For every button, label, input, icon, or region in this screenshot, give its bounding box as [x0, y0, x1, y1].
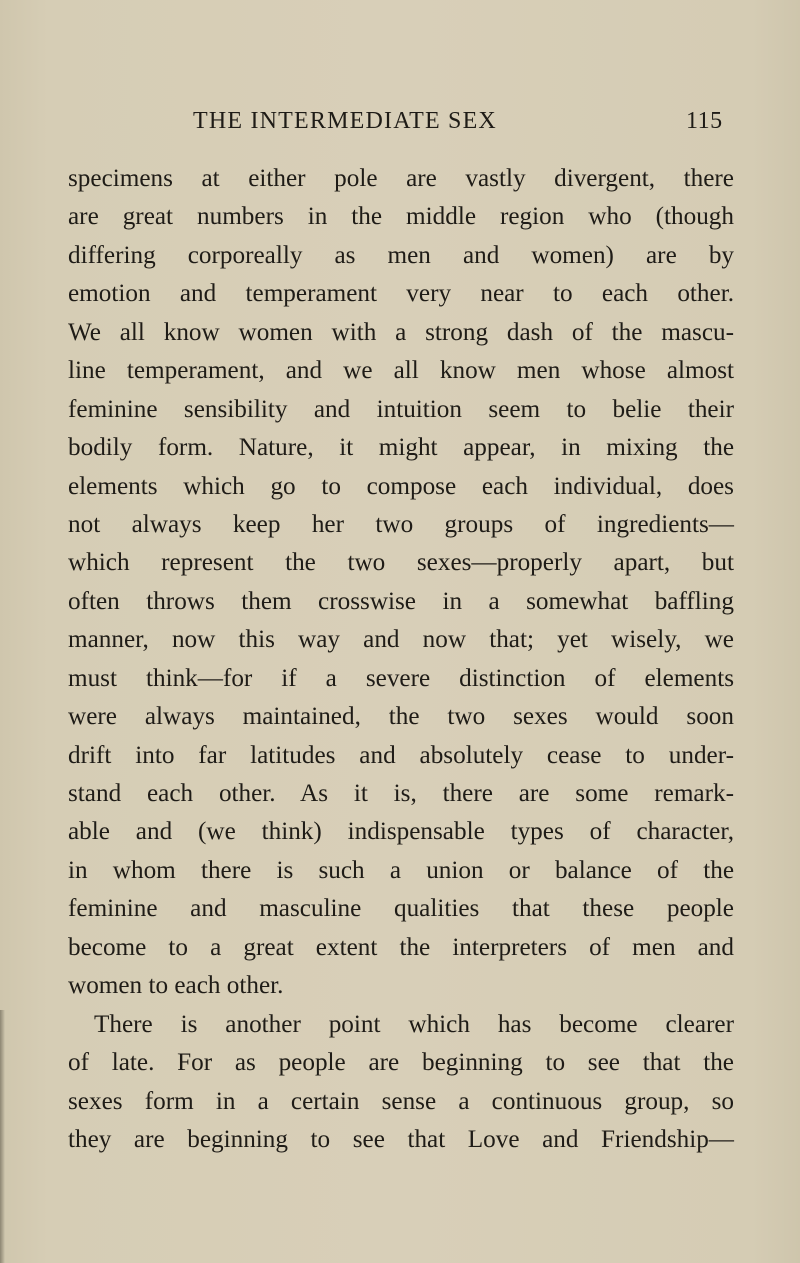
text-line: drift into far latitudes and absolutely cease to under- — [68, 741, 734, 769]
text-line: which represent the two sexes—properly apart, but — [68, 549, 734, 577]
text-line: in whom there is such a union or balance of the — [68, 856, 734, 884]
text-line: elements which go to compose each individual, does — [68, 472, 734, 500]
text-line-paragraph-start: There is another point which has become clearer — [94, 1010, 734, 1038]
text-line: We all know women with a strong dash of the mascu- — [68, 318, 734, 346]
text-line: often throws them crosswise in a somewhat baffling — [68, 587, 734, 615]
text-line: bodily form. Nature, it might appear, in mixing the — [68, 434, 734, 462]
text-line: were always maintained, the two sexes would soon — [68, 703, 734, 731]
running-header — [0, 104, 800, 138]
text-line: emotion and temperament very near to each other. — [68, 280, 734, 308]
text-line: they are beginning to see that Love and Friendship— — [68, 1125, 734, 1153]
text-line: stand each other. As it is, there are some remark- — [68, 780, 734, 807]
text-line: must think—for if a severe distinction of elements — [68, 664, 734, 692]
text-line: sexes form in a certain sense a continuous group, so — [68, 1087, 734, 1115]
text-line: manner, now this way and now that; yet wisely, we — [68, 626, 734, 654]
page-edge-shadow — [0, 1010, 5, 1263]
text-line: differing corporeally as men and women) are by — [68, 241, 734, 269]
body-text — [68, 160, 734, 1159]
text-line: become to a great extent the interpreters of men and — [68, 933, 734, 961]
text-line: specimens at either pole are vastly divergent, there — [68, 165, 734, 192]
text-line: of late. For as people are beginning to see that the — [68, 1049, 734, 1077]
text-line-paragraph-end: women to each other. — [68, 972, 284, 1000]
text-line: line temperament, and we all know men whose almost — [68, 357, 734, 385]
page-number: 115 — [686, 108, 723, 134]
text-line: able and (we think) indispensable types of character, — [68, 818, 734, 846]
text-line: feminine sensibility and intuition seem to belie their — [68, 395, 734, 423]
text-line: feminine and masculine qualities that these people — [68, 895, 734, 923]
running-title: THE INTERMEDIATE SEX — [193, 108, 497, 134]
text-line: are great numbers in the middle region who (though — [68, 203, 734, 231]
text-line: not always keep her two groups of ingredients— — [68, 510, 734, 538]
